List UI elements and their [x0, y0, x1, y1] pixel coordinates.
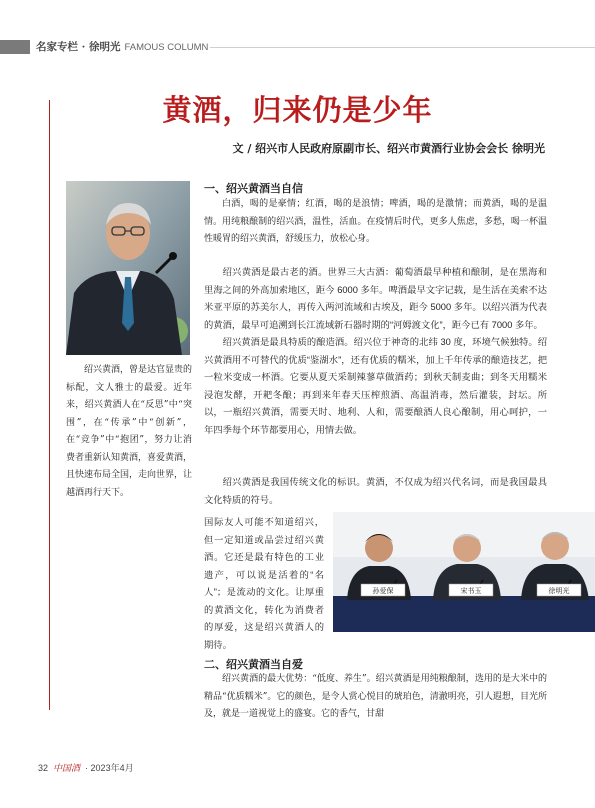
header-rule — [210, 47, 595, 48]
article-author: 文 / 绍兴市人民政府原副市长、绍兴市黄酒行业协会会长 徐明光 — [232, 142, 545, 155]
nameplate-3: 徐明光 — [548, 587, 570, 595]
portrait-caption: 绍兴黄酒，曾是达官显贵的标配，文人雅士的最爱。近年来，绍兴黄酒人在“反思”中“突围”，在“传承”中“创新”，在“竞争”中“抱团”，努力让消费者重新认知黄酒，喜爱黄酒，且快速布局全国，走向世界，让越酒再行天下。 — [66, 365, 193, 498]
section1-heading: 一、绍兴黄酒当自信 — [204, 182, 303, 195]
section1-paragraph-3-narrow: 国际友人可能不知道绍兴，但一定知道或品尝过绍兴黄酒。它还是最有特色的工业遗产，可以说是活着的“名人”；是流动的文化。让厚重的黄酒文化，转化为消费者的厚爱，这是绍兴黄酒人的期待。 — [204, 517, 324, 650]
section2-heading: 二、绍兴黄酒当自爱 — [204, 658, 303, 671]
nameplate-1: 孙爱保 — [372, 587, 394, 595]
page-footer: 32 中国酒 · 2023年4月 — [38, 763, 134, 774]
column-name: 名家专栏 · 徐明光 — [36, 41, 121, 53]
section1-intro: 白酒，喝的是豪情；红酒，喝的是浪情；啤酒，喝的是激情；而黄酒，喝的是温情。用纯粮酿制的绍兴酒，温性，活血。在疫情后时代，更多人焦虑，多愁，喝一杯温性暖胃的绍兴黄酒，舒缓压力，放松心身。 — [204, 199, 547, 244]
section2-paragraph-1: 绍兴黄酒的最大优势：“低度、养生”。绍兴黄酒是用纯粮酿制，选用的是大米中的精品“优质糯米”。它的颜色，是令人赏心悦目的琥珀色，清澈明亮，引人遐想，目光所及，就是一道视觉上的盛宴。它的香气，甘甜 — [204, 674, 547, 719]
meeting-photo — [333, 512, 595, 632]
page-number: 32 — [38, 763, 49, 773]
section1-body — [204, 264, 547, 439]
section1-paragraph-3-wide: 绍兴黄酒是我国传统文化的标识。黄酒，不仅成为绍兴代名词，而是我国最具文化特质的符号。 — [204, 477, 547, 505]
red-vertical-rule — [49, 100, 50, 710]
column-name-en: FAMOUS COLUMN — [124, 42, 209, 53]
column-header — [36, 40, 208, 55]
magazine-logo: 中国酒 — [53, 764, 81, 774]
section1-paragraph-1: 绍兴黄酒是最古老的酒。世界三大古酒：葡萄酒最早种植和酿制，是在黑海和里海之间的外高加索地区，距今 6000 多年。啤酒最早文字记载，是生活在美索不达米亚平原的苏美尔人，再传入两河流域和古埃及，距今 5000 多年。以绍兴酒为代表的黄酒，最早可追溯到长江流域新石器时期的“河姆渡文化”，距今已有 7000 多年。 — [204, 267, 547, 330]
section1-paragraph-2: 绍兴黄酒是最具特质的酿造酒。绍兴位于神奇的北纬 30 度，环境气候独特。绍兴黄酒用不可替代的优质“鉴湖水”，还有优质的糯米，加上千年传承的酿造技艺，把一粒米变成一杯酒。它要从夏天采制辣蓼草做酒药；到秋天制麦曲；到冬天用糯米浸泡发酵，开耙冬酿；再到来年春天压榨煎酒、高温消毒，然后灌装，封坛。所以，一瓶绍兴黄酒，需要天时、地利、人和，需要酿酒人良心酿制，用心呵护，一年四季每个环节都要用心，用情去做。 — [204, 337, 547, 435]
article-title: 黄酒，归来仍是少年 — [162, 93, 433, 127]
author-portrait — [66, 181, 190, 355]
header-bar — [0, 40, 30, 54]
issue-date: 2023年4月 — [90, 763, 134, 773]
nameplate-2: 宋书玉 — [460, 587, 482, 595]
